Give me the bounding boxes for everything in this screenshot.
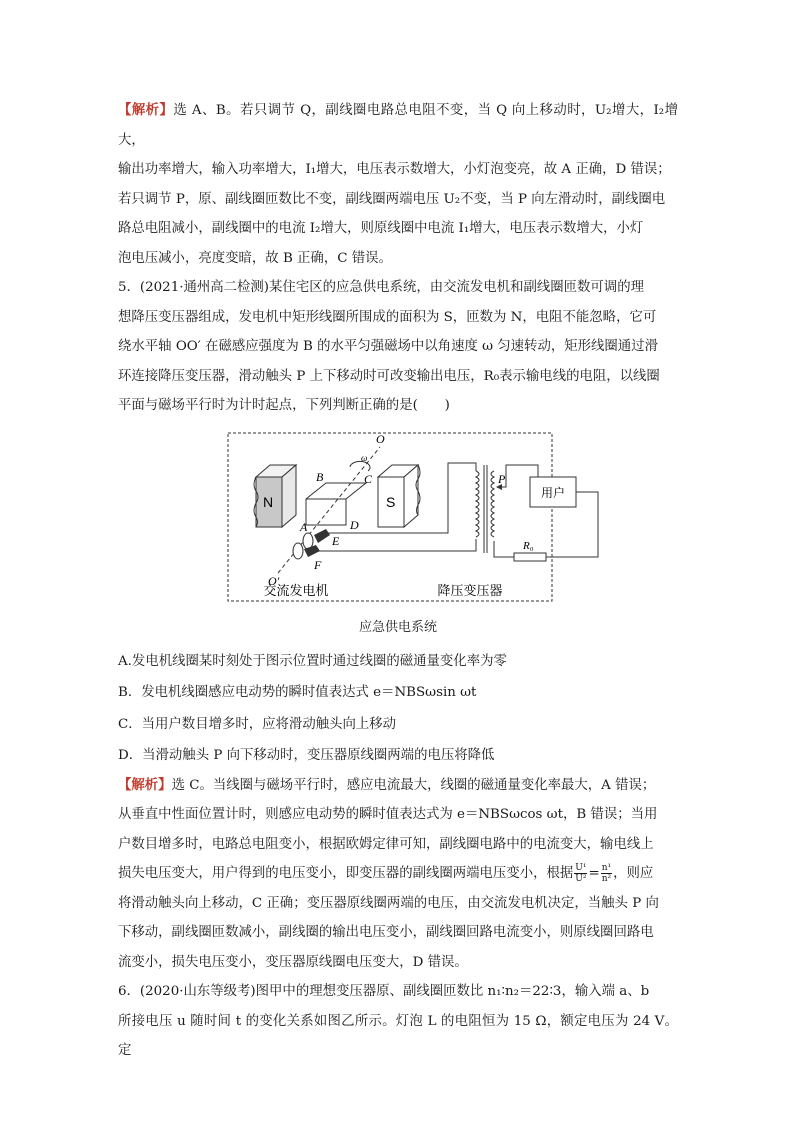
question-line: 平面与磁场平行时为计时起点，下列判断正确的是( ) [118, 398, 450, 413]
analysis-line: 泡电压减小，亮度变暗，故 B 正确，C 错误。 [118, 250, 392, 266]
svg-text:ω: ω [361, 452, 368, 463]
document-page [118, 96, 678, 1066]
magnet-s [378, 465, 420, 527]
figure-caption: 应急供电系统 [358, 619, 437, 635]
magnet-n [254, 465, 296, 527]
rotation-arrow [350, 461, 370, 471]
svg-text:E: E [332, 533, 340, 548]
resistor-r0 [514, 553, 546, 561]
svg-text:D: D [350, 517, 359, 532]
analysis-block-2 [118, 771, 678, 978]
fraction-n: $\frac{\text{n¹}}{\text{n²}}$ [601, 863, 612, 884]
slip-ring [293, 543, 303, 559]
analysis-tag: 【解析】 [118, 102, 174, 118]
svg-text:R₀: R₀ [523, 539, 534, 552]
primary-coil [476, 471, 479, 537]
svg-text:C: C [364, 471, 373, 486]
svg-text:O′: O′ [268, 573, 280, 588]
question-line: 所接电压 u 随时间 t 的变化关系如图乙所示。灯泡 L 的电阻恒为 15 Ω，额定电压为 24 V。定 [118, 1013, 678, 1058]
svg-text:P: P [498, 471, 506, 486]
fraction-u: $\frac{\text{U¹}}{\text{U²}}$ [575, 863, 587, 884]
label-s: S [386, 493, 396, 510]
analysis-line: 输出功率增大，输入功率增大，I₁增大，电压表示数增大，小灯泡变亮，故 A 正确，D 错误； [118, 162, 671, 177]
option-d: D．当滑动触头 P 向下移动时，变压器原线圈两端的电压将降低 [118, 748, 495, 763]
svg-text:F: F [314, 557, 322, 572]
svg-text:用户: 用户 [540, 485, 566, 500]
analysis-line: 流变小，损失电压变小，变压器原线圈电压变大，D 错误。 [118, 954, 468, 970]
question-6 [118, 977, 678, 1066]
question-line: 环连接降压变压器，滑动触头 P 上下移动时可改变输出电压，R₀表示输电线的电阻，以线圈 [118, 368, 660, 384]
question-5 [118, 273, 678, 771]
analysis-line: 【解析】选 C。当线圈与磁场平行时，感应电流最大，线圈的磁通量变化率最大，A 错误； [118, 776, 656, 793]
generator-transformer-diagram [118, 425, 678, 619]
analysis-line: 路总电阻减小，副线圈中的电流 I₂增大，则原线圈中电流 I₁增大，电压表示数增大，小灯 [118, 221, 644, 236]
svg-text:A: A [300, 519, 308, 534]
analysis-line: 损失电压变大，用户得到的电压变小，即变压器的副线圈两端电压变小，根据 $\frac{\text{U¹}}{\text{U²}}$ = $\frac{\text{n¹}}{\text{n²}}$ ，则应 [118, 863, 654, 884]
wire [318, 539, 476, 551]
option-b: B．发电机线圈感应电动势的瞬时值表达式 e＝NBSωsin ωt [118, 685, 477, 700]
svg-text:O: O [376, 431, 385, 446]
question-line: 6．(2020·山东等级考)图甲中的理想变压器原、副线圈匝数比 n₁∶n₂＝22∶3，输入端 a、b [118, 984, 650, 999]
svg-text:B: B [316, 469, 324, 484]
analysis-line: 若只调节 P，原、副线圈匝数比不变，副线圈两端电压 U₂不变，当 P 向左滑动时，副线圈电 [118, 191, 666, 207]
analysis-line: 【解析】选 A、B。若只调节 Q，副线圈电路总电阻不变，当 Q 向上移动时，U₂增大，I₂增大， [118, 102, 679, 148]
secondary-coil [491, 471, 494, 537]
question-line: 绕水平轴 OO′ 在磁感应强度为 B 的水平匀强磁场中以角速度 ω 匀速转动，矩形线圈通过滑 [118, 339, 658, 354]
circuit-figure [118, 425, 678, 619]
analysis-block-1 [118, 96, 678, 273]
analysis-tag: 【解析】 [118, 776, 172, 793]
question-line: 想降压变压器组成，发电机中矩形线圈所围成的面积为 S，匝数为 N，电阻不能忽略，它可 [118, 309, 657, 325]
label-generator: 交流发电机 [263, 583, 329, 599]
analysis-line: 从垂直中性面位置计时，则感应电动势的瞬时值表达式为 e＝NBSωcos ωt，B 错误；当用 [118, 807, 658, 822]
analysis-line: 户数目增多时，电路总电阻变小，根据欧姆定律可知，副线圈电路中的电流变大，输电线上 [118, 836, 654, 852]
brush-e [314, 529, 330, 543]
analysis-line: 将滑动触头向上移动，C 正确；变压器原线圈两端的电压，由交流发电机决定，当触头 P 向 [118, 895, 659, 911]
label-n: N [263, 493, 274, 510]
option-a: A.发电机线圈某时刻处于图示位置时通过线圈的磁通量变化率为零 [118, 653, 507, 669]
question-line: 5．(2021·通州高二检测)某住宅区的应急供电系统，由交流发电机和副线圈匝数可调的理 [118, 280, 644, 295]
wire [494, 541, 514, 557]
option-c: C．当用户数目增多时，应将滑动触头向上移动 [118, 716, 397, 732]
analysis-line: 下移动，副线圈匝数减小，副线圈的输出电压变小，副线圈回路电流变小，则原线圈回路电 [118, 925, 654, 940]
label-transformer: 降压变压器 [437, 583, 503, 599]
